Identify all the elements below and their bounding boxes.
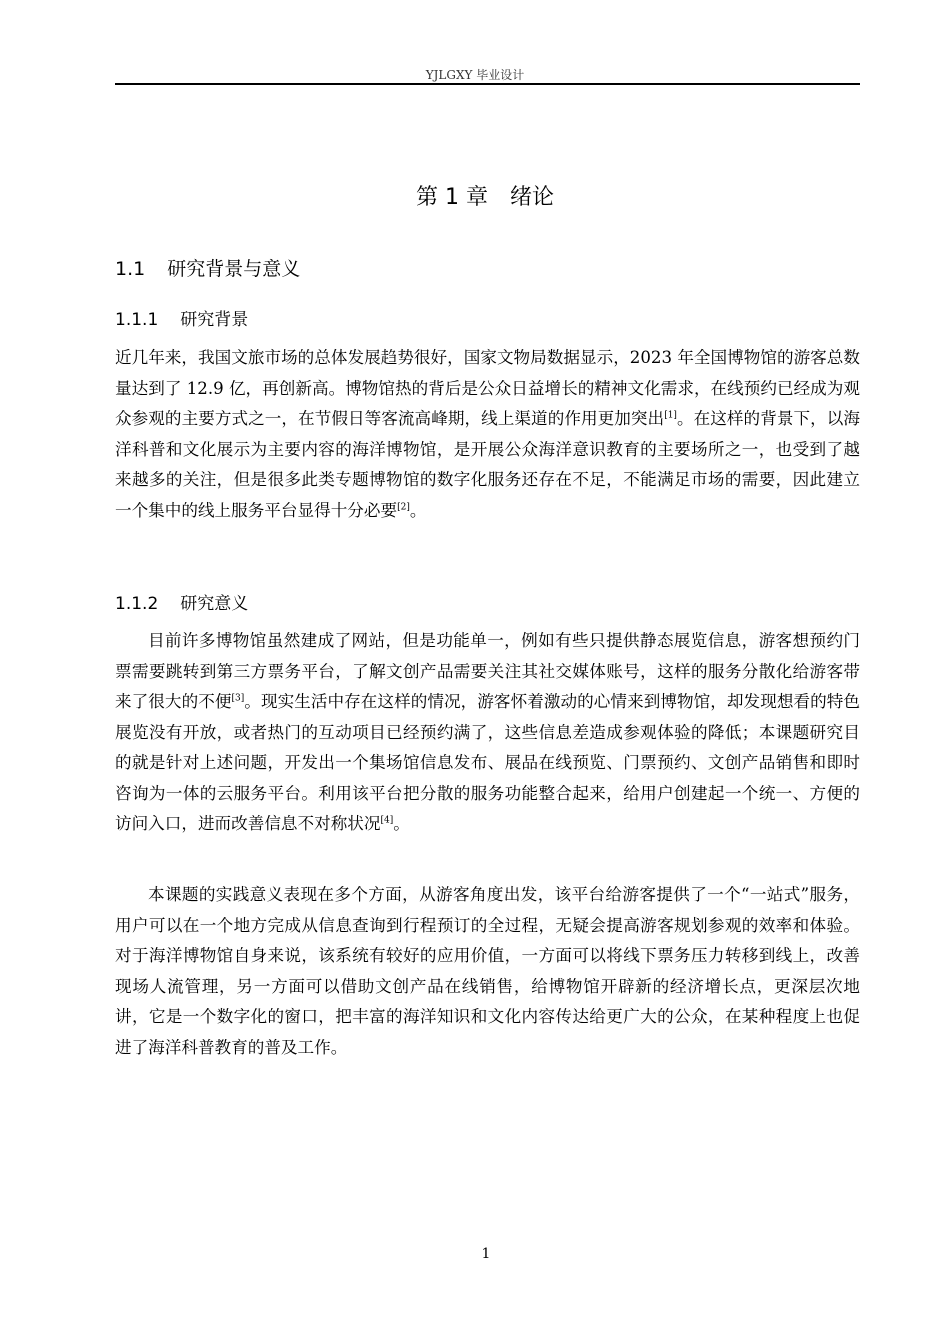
para-text: 。 [393,814,410,833]
section-heading-1-1-1 [115,305,248,330]
para-text: 近几年来，我国文旅市场的总体发展趋势很好，国家文物局数据显示，2023 年全国博物馆的游客总数量达到了 12.9 亿，再创新高。博物馆热的背后是公众日益增长的精神文化需求，在线预约已经成为观众参观的主要方式之一，在节假日等客流高峰期，线上渠道的作用更加突出 [115,348,860,428]
section-title: 研究背景 [180,310,249,330]
paragraph-practical: 本课题的实践意义表现在多个方面，从游客角度出发，该平台给游客提供了一个“一站式”服务，用户可以在一个地方完成从信息查询到行程预订的全过程，无疑会提高游客规划参观的效率和体验。对于海洋博物馆自身来说，该系统有较好的应用价值，一方面可以将线下票务压力转移到线上，改善现场人流管理，另一方面可以借助文创产品在线销售，给博物馆开辟新的经济增长点，更深层次地讲，它是一个数字化的窗口，把丰富的海洋知识和文化内容传达给更广大的公众，在某种程度上也促进了海洋科普教育的普及工作。 [115,885,860,1057]
section-number: 1.1.1 [115,310,159,330]
header-rule [115,83,860,85]
citation-3[interactable]: [3] [231,693,245,704]
para-text: 目前许多博物馆虽然建成了网站，但是功能单一，例如有些只提供静态展览信息，游客想预约门票需要跳转到第三方票务平台，了解文创产品需要关注其社交媒体账号，这样的服务分散化给游客带来了很大的不便 [115,631,860,711]
para-text: 。 [409,500,427,520]
section-title: 研究意义 [180,594,249,614]
chapter-title: 第 1 章 绪论 [416,185,554,210]
section-heading-1-1-2 [115,589,248,614]
citation-4[interactable]: [4] [380,815,394,826]
section-heading-1-1 [115,254,300,281]
citation-1[interactable]: [1] [664,410,677,421]
page-header: YJLGXY 毕业设计 [425,68,525,82]
paragraph-significance [115,626,860,840]
page-number: 1 [481,1246,491,1262]
para-text: 。现实生活中存在这样的情况，游客怀着激动的心情来到博物馆，却发现想看的特色展览没有开放，或者热门的互动项目已经预约满了，这些信息差造成参观体验的降低；本课题研究目的就是针对上述问题，开发出一个集场馆信息发布、展品在线预览、门票预约、文创产品销售和即时咨询为一体的云服务平台。利用该平台把分散的服务功能整合起来，给用户创建起一个统一、方便的访问入口，进而改善信息不对称状况 [115,692,861,833]
section-number: 1.1.2 [115,594,159,614]
paragraph-background [115,343,860,526]
section-number: 1.1 [115,258,146,280]
section-title: 研究背景与意义 [167,258,301,280]
citation-2[interactable]: [2] [397,501,410,512]
para-text: 。在这样的背景下，以海洋科普和文化展示为主要内容的海洋博物馆，是开展公众海洋意识教育的主要场所之一，也受到了越来越多的关注，但是很多此类专题博物馆的数字化服务还存在不足，不能满足市场的需要，因此建立一个集中的线上服务平台显得十分必要 [115,409,860,520]
